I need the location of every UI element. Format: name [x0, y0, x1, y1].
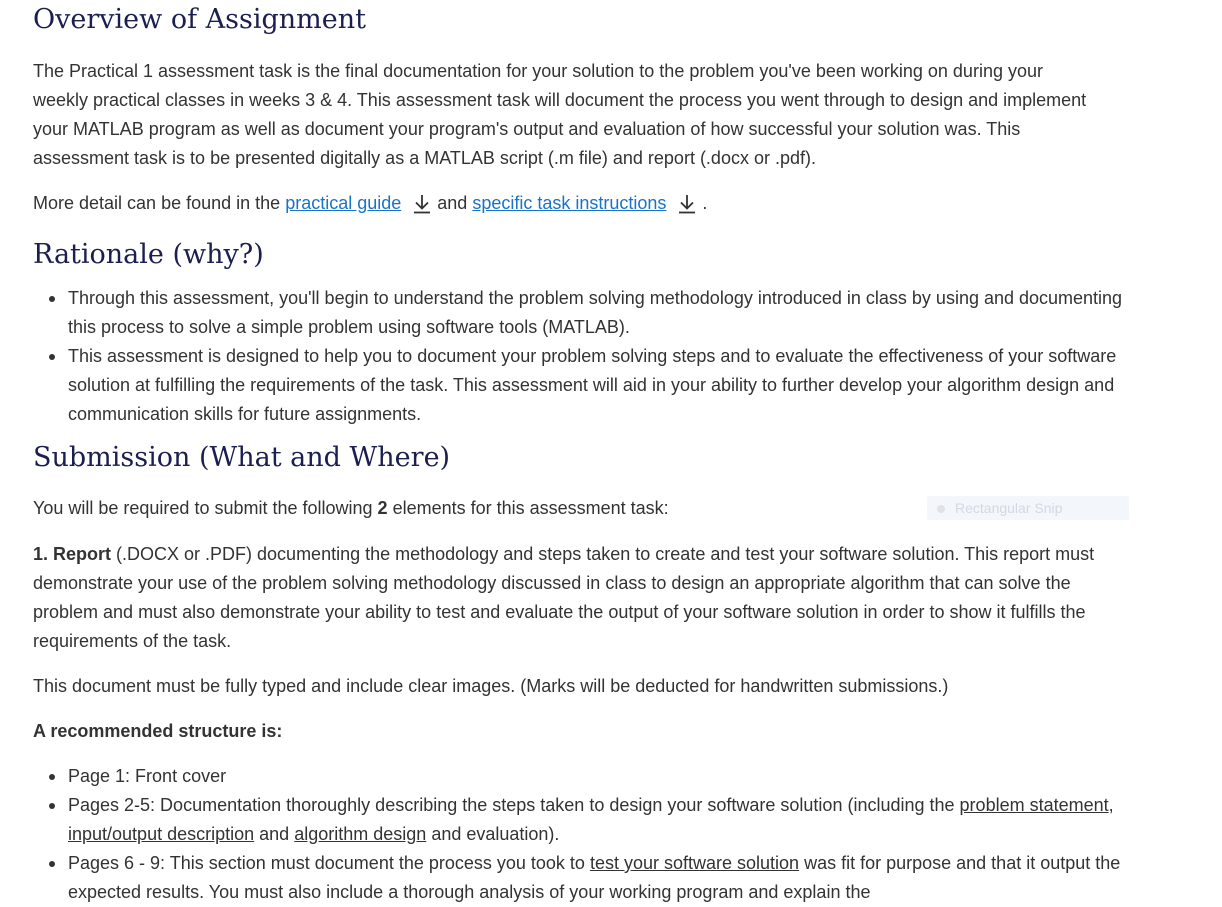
structure-list [33, 762, 1133, 907]
rectangular-snip-overlay[interactable] [927, 496, 1129, 520]
structure-heading-text: A recommended structure is: [33, 721, 283, 741]
list-item: Page 1: Front cover [68, 762, 1133, 791]
download-icon[interactable] [411, 193, 433, 215]
snip-dot-icon [937, 505, 945, 513]
task-instructions-link[interactable]: specific task instructions [472, 193, 667, 213]
intro-suffix: elements for this assessment task: [392, 498, 669, 518]
list-item: This assessment is designed to help you to document your problem solving steps and to evaluate the effectiveness of your software solution at fulfilling the requirements of the task. This assessment will aid in your ability to further develop your algorithm design and communication skills for future assignments. [68, 342, 1133, 429]
submission-heading: Submission (What and Where) [33, 442, 451, 473]
snip-label: Rectangular Snip [955, 500, 1063, 516]
rationale-heading: Rationale (why?) [33, 239, 264, 270]
item-and: and [259, 824, 290, 844]
item-text: Pages 2-5: Documentation thoroughly describing the steps taken to design your software solution (including the [68, 795, 955, 815]
overview-paragraph: The Practical 1 assessment task is the final documentation for your solution to the problem you've been working on during your weekly practical classes in weeks 3 & 4. This assessment task will document the process you went through to design and implement your MATLAB program as well as document your program's output and evaluation of how successful your solution was. This assessment task is to be presented digitally as a MATLAB script (.m file) and report (.docx or .pdf). [33, 61, 1087, 168]
test-solution-link[interactable]: test your software solution [589, 853, 800, 873]
problem-statement-link[interactable]: problem statement [959, 795, 1109, 815]
practical-guide-link[interactable]: practical guide [285, 193, 402, 213]
item-text: Pages 6 - 9: This section must document the process you took to [68, 853, 585, 873]
list-item: Through this assessment, you'll begin to understand the problem solving methodology introduced in class by using and documenting this process to solve a simple problem using software tools (MATLAB). [68, 284, 1133, 342]
item-sep: , [1108, 795, 1114, 815]
detail-and: and [437, 193, 468, 213]
report-paragraph [33, 540, 1098, 656]
detail-period: . [702, 193, 708, 213]
detail-prefix: More detail can be found in the [33, 193, 281, 213]
intro-prefix: You will be required to submit the following [33, 498, 373, 518]
report-text: (.DOCX or .PDF) documenting the methodology and steps taken to create and test your software solution. This report must demonstrate your use of the problem solving methodology discussed in class to design an appropriate algorithm that can solve the problem and must also demonstrate your ability to test and evaluate the output of your software solution in order to show it fulfills the requirements of the task. [33, 544, 1095, 651]
item-text: was fit for purpose and that it output the expected results. You must also include a thorough analysis of your working program and explain the [68, 853, 1121, 902]
list-item [68, 791, 1133, 849]
rationale-list [33, 284, 1133, 429]
algorithm-design-link[interactable]: algorithm design [294, 824, 427, 844]
structure-heading [33, 717, 1098, 746]
download-icon[interactable] [676, 193, 698, 215]
typed-note: This document must be fully typed and include clear images. (Marks will be deducted for handwritten submissions.) [33, 676, 949, 696]
report-label: 1. Report [33, 544, 112, 564]
overview-heading: Overview of Assignment [33, 4, 367, 35]
io-description-link[interactable]: input/output description [68, 824, 255, 844]
intro-count: 2 [377, 498, 388, 518]
item-text: and evaluation). [431, 824, 560, 844]
detail-paragraph [33, 189, 1098, 218]
list-item [68, 849, 1133, 907]
